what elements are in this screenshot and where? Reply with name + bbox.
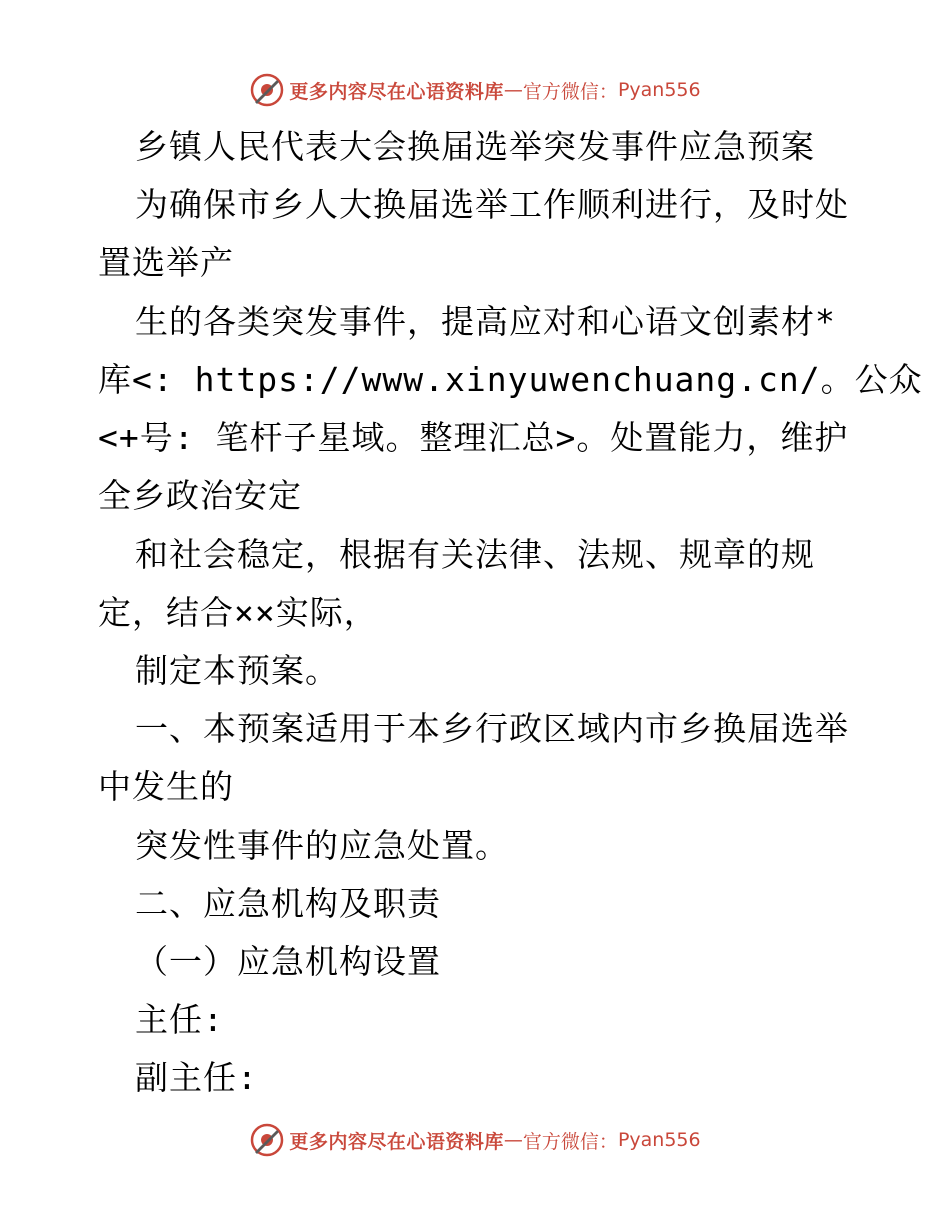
doc-line: 中发生的 [98, 767, 234, 806]
doc-line: 主任: [135, 1000, 224, 1039]
wechat-id: Pyan556 [617, 1129, 701, 1151]
doc-subheading: （一）应急机构设置 [135, 942, 441, 981]
wechat-id: Pyan556 [617, 79, 701, 101]
footer-banner [0, 1120, 950, 1160]
site-text: 更多内容尽在心语资料库 [289, 1130, 504, 1153]
doc-line: 为确保市乡人大换届选举工作顺利进行，及时处 [135, 185, 849, 224]
doc-line: 一、本预案适用于本乡行政区域内市乡换届选举 [135, 709, 849, 748]
site-text: 更多内容尽在心语资料库 [289, 80, 504, 103]
doc-line: <+号: 笔杆子星域。整理汇总>。处置能力，维护 [98, 418, 849, 457]
doc-line: 定，结合××实际， [98, 593, 378, 632]
dash: — [503, 79, 523, 101]
doc-line: 置选举产 [98, 243, 234, 282]
doc-line: 制定本预案。 [135, 651, 339, 690]
wechat-label: 官方微信： [522, 80, 618, 103]
doc-line: 突发性事件的应急处置。 [135, 826, 509, 865]
doc-line: 副主任: [135, 1058, 258, 1097]
doc-line: 生的各类突发事件，提高应对和心语文创素材* [135, 302, 836, 341]
doc-line: 全乡政治安定 [98, 476, 302, 515]
wechat-label: 官方微信： [522, 1130, 618, 1153]
doc-line: 和社会稳定，根据有关法律、法规、规章的规 [135, 535, 815, 574]
doc-title: 乡镇人民代表大会换届选举突发事件应急预案 [135, 127, 815, 166]
dash: — [503, 1129, 523, 1151]
doc-heading: 二、应急机构及职责 [135, 884, 441, 923]
doc-line: 库<: https://www.xinyuwenchuang.cn/。公众 [98, 360, 923, 399]
logo-icon [249, 1122, 285, 1158]
